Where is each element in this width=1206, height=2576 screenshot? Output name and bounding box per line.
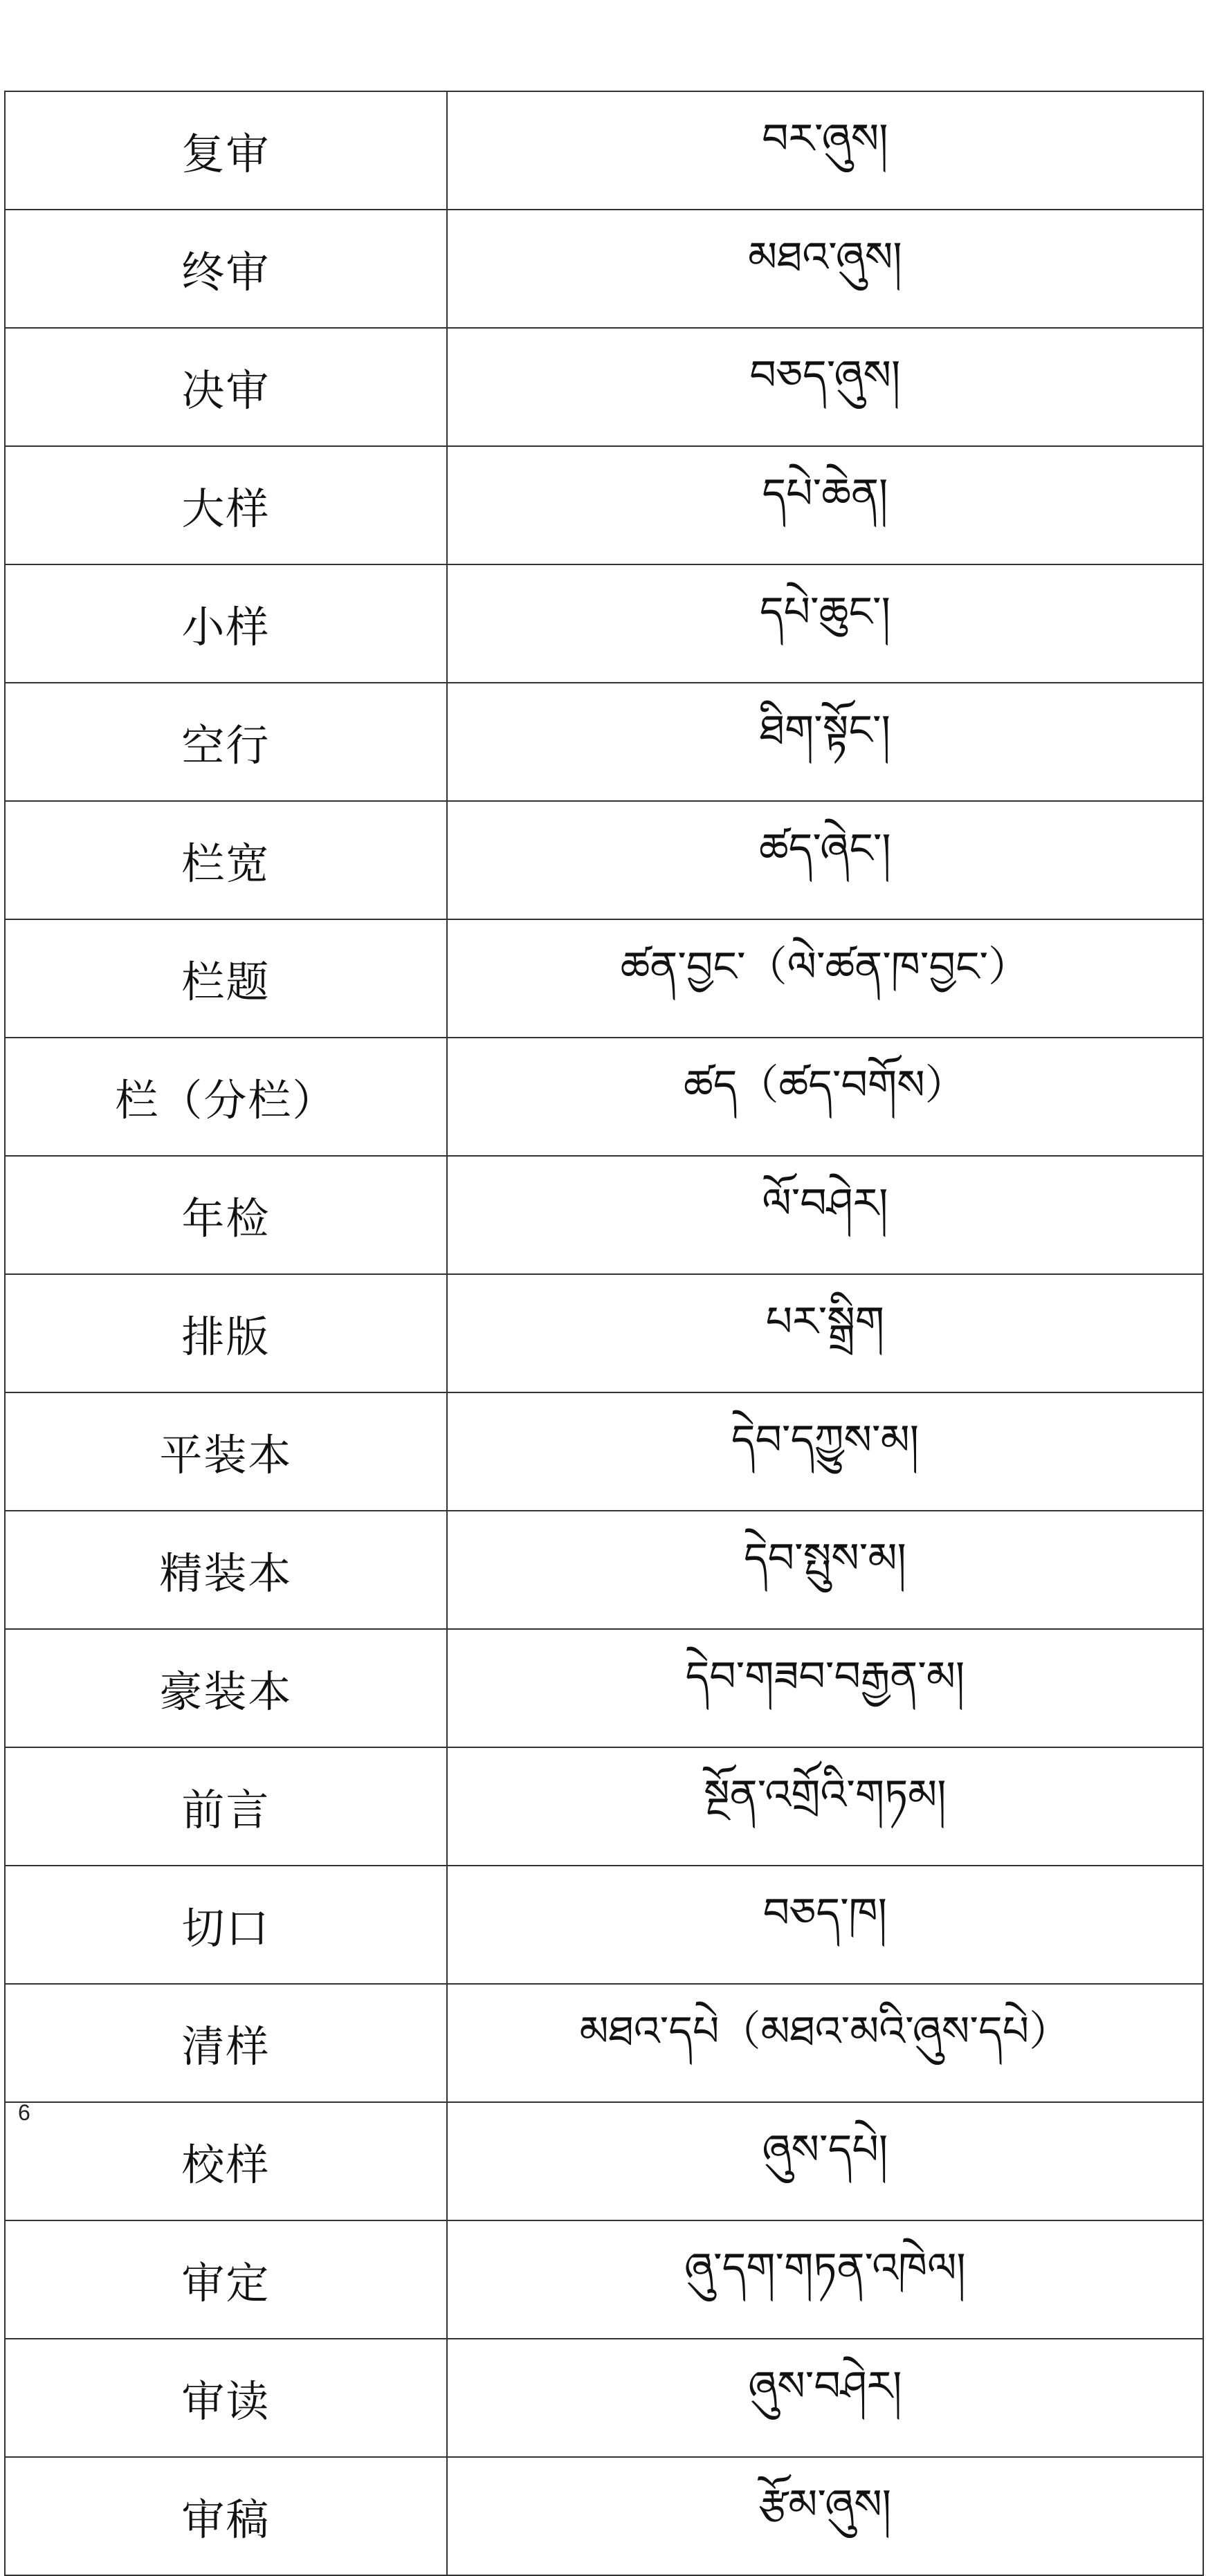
glossary-body xyxy=(5,91,1203,2575)
page-number: 6 xyxy=(18,2100,30,2125)
tibetan-term-cell: དཔེ་ཆེན། xyxy=(447,446,1203,564)
tibetan-term-cell: ཞུ་དག་གཏན་འཁེལ། xyxy=(447,2220,1203,2339)
chinese-term-cell: 大样 xyxy=(5,446,447,564)
tibetan-term-cell: ཚན་བྱང་（ལེ་ཚན་ཁ་བྱང་） xyxy=(447,919,1203,1038)
table-row xyxy=(5,683,1203,801)
chinese-term-cell: 审稿 xyxy=(5,2457,447,2575)
chinese-term-cell: 栏题 xyxy=(5,919,447,1038)
tibetan-term-cell: རྩོམ་ཞུས། xyxy=(447,2457,1203,2575)
tibetan-term-cell: ལོ་བཤེར། xyxy=(447,1156,1203,1274)
table-row xyxy=(5,919,1203,1038)
chinese-term-cell: 年检 xyxy=(5,1156,447,1274)
chinese-term-cell: 校样 xyxy=(5,2102,447,2220)
table-row xyxy=(5,328,1203,446)
table-row xyxy=(5,801,1203,919)
chinese-term-cell: 审读 xyxy=(5,2339,447,2457)
table-row xyxy=(5,1629,1203,1747)
tibetan-term-cell: དེབ་སྤུས་མ། xyxy=(447,1511,1203,1629)
table-row xyxy=(5,1274,1203,1392)
chinese-term-cell: 栏（分栏） xyxy=(5,1038,447,1156)
tibetan-term-cell: དེབ་གཟབ་བརྒྱན་མ། xyxy=(447,1629,1203,1747)
chinese-term-cell: 精装本 xyxy=(5,1511,447,1629)
table-row xyxy=(5,2339,1203,2457)
tibetan-term-cell: ཞུས་བཤེར། xyxy=(447,2339,1203,2457)
table-row xyxy=(5,1747,1203,1866)
chinese-term-cell: 排版 xyxy=(5,1274,447,1392)
tibetan-term-cell: དཔེ་ཆུང་། xyxy=(447,564,1203,683)
chinese-term-cell: 栏宽 xyxy=(5,801,447,919)
tibetan-term-cell: དེབ་དཀྱུས་མ། xyxy=(447,1392,1203,1511)
table-row xyxy=(5,2102,1203,2220)
chinese-term-cell: 平装本 xyxy=(5,1392,447,1511)
chinese-term-cell: 豪装本 xyxy=(5,1629,447,1747)
tibetan-term-cell: པར་སྒྲིག xyxy=(447,1274,1203,1392)
table-row xyxy=(5,2220,1203,2339)
tibetan-term-cell: མཐའ་ཞུས། xyxy=(447,210,1203,328)
tibetan-term-cell: བཅད་ཞུས། xyxy=(447,328,1203,446)
table-row xyxy=(5,1866,1203,1984)
table-row xyxy=(5,1156,1203,1274)
tibetan-term-cell: བར་ཞུས། xyxy=(447,91,1203,210)
chinese-term-cell: 复审 xyxy=(5,91,447,210)
glossary-table xyxy=(4,91,1204,2576)
table-row xyxy=(5,1392,1203,1511)
table-row xyxy=(5,564,1203,683)
chinese-term-cell: 清样 xyxy=(5,1984,447,2102)
table-row xyxy=(5,2457,1203,2575)
tibetan-term-cell: མཐའ་དཔེ（མཐའ་མའི་ཞུས་དཔེ） xyxy=(447,1984,1203,2102)
chinese-term-cell: 决审 xyxy=(5,328,447,446)
tibetan-term-cell: ཚད（ཚད་བགོས） xyxy=(447,1038,1203,1156)
chinese-term-cell: 小样 xyxy=(5,564,447,683)
chinese-term-cell: 空行 xyxy=(5,683,447,801)
chinese-term-cell: 审定 xyxy=(5,2220,447,2339)
tibetan-term-cell: སྔོན་འགྲོའི་གཏམ། xyxy=(447,1747,1203,1866)
tibetan-term-cell: ཞུས་དཔེ། xyxy=(447,2102,1203,2220)
chinese-term-cell: 切口 xyxy=(5,1866,447,1984)
table-row xyxy=(5,1511,1203,1629)
table-row xyxy=(5,210,1203,328)
chinese-term-cell: 终审 xyxy=(5,210,447,328)
tibetan-term-cell: ཐིག་སྟོང་། xyxy=(447,683,1203,801)
tibetan-term-cell: བཅད་ཁ། xyxy=(447,1866,1203,1984)
table-row xyxy=(5,1984,1203,2102)
table-row xyxy=(5,91,1203,210)
table-row xyxy=(5,1038,1203,1156)
tibetan-term-cell: ཚད་ཞེང་། xyxy=(447,801,1203,919)
chinese-term-cell: 前言 xyxy=(5,1747,447,1866)
table-row xyxy=(5,446,1203,564)
